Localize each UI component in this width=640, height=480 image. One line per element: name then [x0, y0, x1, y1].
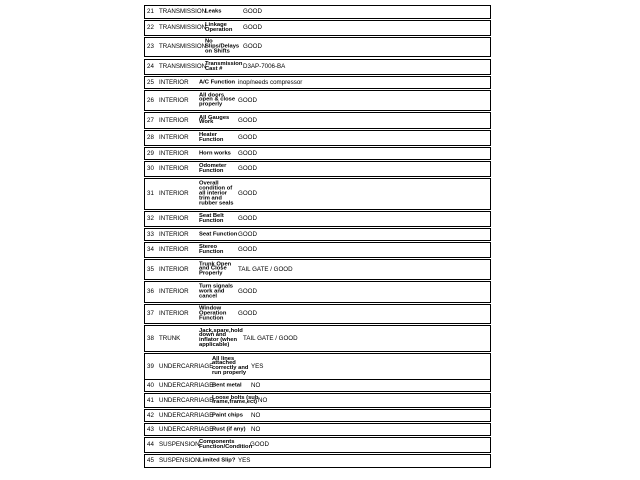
table-row [144, 76, 491, 89]
row-category: TRANSMISSION [159, 63, 207, 71]
row-number: 22 [147, 24, 154, 32]
row-number: 45 [147, 457, 154, 465]
row-category: TRANSMISSION [159, 8, 207, 16]
row-item: All Gauges Work [199, 114, 230, 126]
row-number: 28 [147, 134, 154, 142]
row-value: GOOD [238, 96, 257, 104]
row-item: Jack,spare,hold down and inflator (when applicable) [199, 327, 243, 349]
row-value: TAIL GATE / GOOD [243, 334, 298, 342]
row-item: Seat Function [199, 231, 238, 238]
row-category: UNDERCARRIAGE [159, 381, 214, 389]
row-category: INTERIOR [159, 134, 189, 142]
table-row [144, 228, 491, 241]
row-category: INTERIOR [159, 78, 189, 86]
table-row [144, 147, 491, 160]
row-value: NO [251, 411, 261, 419]
row-number: 44 [147, 441, 154, 449]
row-number: 30 [147, 165, 154, 173]
row-value: GOOD [238, 165, 257, 173]
row-category: INTERIOR [159, 116, 189, 124]
row-category: UNDERCARRIAGE [159, 362, 214, 370]
row-value: GOOD [238, 134, 257, 142]
row-value: inop/needs compressor [238, 78, 303, 86]
row-number: 33 [147, 230, 154, 238]
table-row [144, 178, 491, 210]
row-value: NO [251, 425, 261, 433]
row-item: Limited Slip? [199, 457, 236, 464]
row-number: 43 [147, 425, 154, 433]
row-value: GOOD [243, 24, 262, 32]
row-item: Heater Function [199, 132, 224, 143]
row-item: A/C Function [199, 79, 236, 86]
row-number: 26 [147, 96, 154, 104]
row-category: INTERIOR [159, 215, 189, 223]
row-category: INTERIOR [159, 149, 189, 157]
row-value: GOOD [250, 441, 269, 449]
row-category: SUSPENSION [159, 457, 200, 465]
table-row [144, 454, 491, 468]
table-row [144, 423, 491, 436]
row-category: INTERIOR [159, 246, 189, 254]
row-category: TRANSMISSION [159, 24, 207, 32]
table-row [144, 59, 491, 75]
row-category: INTERIOR [159, 310, 189, 318]
row-number: 27 [147, 116, 154, 124]
row-number: 38 [147, 334, 154, 342]
row-number: 36 [147, 288, 154, 296]
row-value: YES [238, 457, 251, 465]
row-item: Seat Belt Function [199, 213, 224, 224]
row-number: 40 [147, 381, 154, 389]
table-row [144, 409, 491, 422]
row-value: YES [251, 362, 264, 370]
row-value: NO [258, 396, 268, 404]
table-row [144, 353, 491, 380]
row-number: 25 [147, 78, 154, 86]
table-row [144, 5, 491, 19]
row-value: GOOD [238, 310, 257, 318]
row-item: All doors open & close properly [199, 92, 236, 108]
row-value: GOOD [238, 288, 257, 296]
row-number: 24 [147, 63, 154, 71]
table-row [144, 112, 491, 129]
table-row [144, 37, 491, 57]
table-row [144, 379, 491, 392]
row-number: 42 [147, 411, 154, 419]
row-number: 34 [147, 246, 154, 254]
row-item: Transmission Cast # [205, 61, 243, 72]
row-item: All lines attached correctly and run properly [212, 355, 249, 377]
row-value: GOOD [238, 246, 257, 254]
row-number: 29 [147, 149, 154, 157]
row-item: Loose bolts (sub frame,frame,ect) [212, 394, 259, 406]
row-value: NO [251, 381, 261, 389]
row-item: Overall condition of all interior trim and rubber seals [199, 180, 234, 207]
row-value: GOOD [238, 215, 257, 223]
row-value: TAIL GATE / GOOD [238, 265, 293, 273]
row-category: INTERIOR [159, 165, 189, 173]
row-category: INTERIOR [159, 190, 189, 198]
row-value: GOOD [238, 149, 257, 157]
row-value: GOOD [238, 190, 257, 198]
row-number: 31 [147, 190, 154, 198]
row-item: Turn signals work and cancel [199, 283, 234, 300]
row-item: Linkage Operation [205, 22, 233, 33]
row-category: INTERIOR [159, 96, 189, 104]
row-number: 23 [147, 43, 154, 51]
row-category: TRUNK [159, 334, 181, 342]
row-category: INTERIOR [159, 265, 189, 273]
row-number: 41 [147, 396, 154, 404]
row-item: Odometer Function [199, 163, 227, 174]
row-item: Rust (if any) [212, 426, 246, 433]
row-category: INTERIOR [159, 230, 189, 238]
row-value: GOOD [243, 43, 262, 51]
row-item: Leaks [205, 8, 222, 15]
row-item: No Slips/Delays on Shifts [205, 38, 240, 55]
table-row [144, 259, 491, 280]
table-row [144, 242, 491, 258]
row-category: UNDERCARRIAGE [159, 425, 214, 433]
table-row [144, 90, 491, 111]
row-value: GOOD [238, 230, 257, 238]
table-row [144, 20, 491, 36]
row-number: 39 [147, 362, 154, 370]
table-row [144, 211, 491, 227]
row-value: GOOD [238, 116, 257, 124]
row-item: Trunk Open and Close Properly [199, 261, 232, 277]
row-category: TRANSMISSION [159, 43, 207, 51]
row-category: UNDERCARRIAGE [159, 411, 214, 419]
row-item: Paint chips [212, 412, 243, 419]
row-value: D3AP-7006-BA [243, 63, 286, 71]
row-item: Components Function/Condition [199, 439, 253, 450]
row-item: Bent metal [212, 382, 242, 389]
row-number: 32 [147, 215, 154, 223]
row-value: GOOD [243, 8, 262, 16]
row-category: SUSPENSION [159, 441, 200, 449]
row-number: 37 [147, 310, 154, 318]
row-number: 35 [147, 265, 154, 273]
row-number: 21 [147, 8, 154, 16]
row-item: Window Operation Function [199, 305, 227, 322]
row-item: Stereo Function [199, 244, 224, 255]
table-row [144, 161, 491, 177]
row-category: INTERIOR [159, 288, 189, 296]
table-row [144, 393, 491, 408]
table-row [144, 304, 491, 324]
table-row [144, 325, 491, 352]
table-row [144, 437, 491, 453]
table-row [144, 281, 491, 303]
row-item: Horn works [199, 150, 231, 157]
table-row [144, 130, 491, 146]
row-category: UNDERCARRIAGE [159, 396, 214, 404]
